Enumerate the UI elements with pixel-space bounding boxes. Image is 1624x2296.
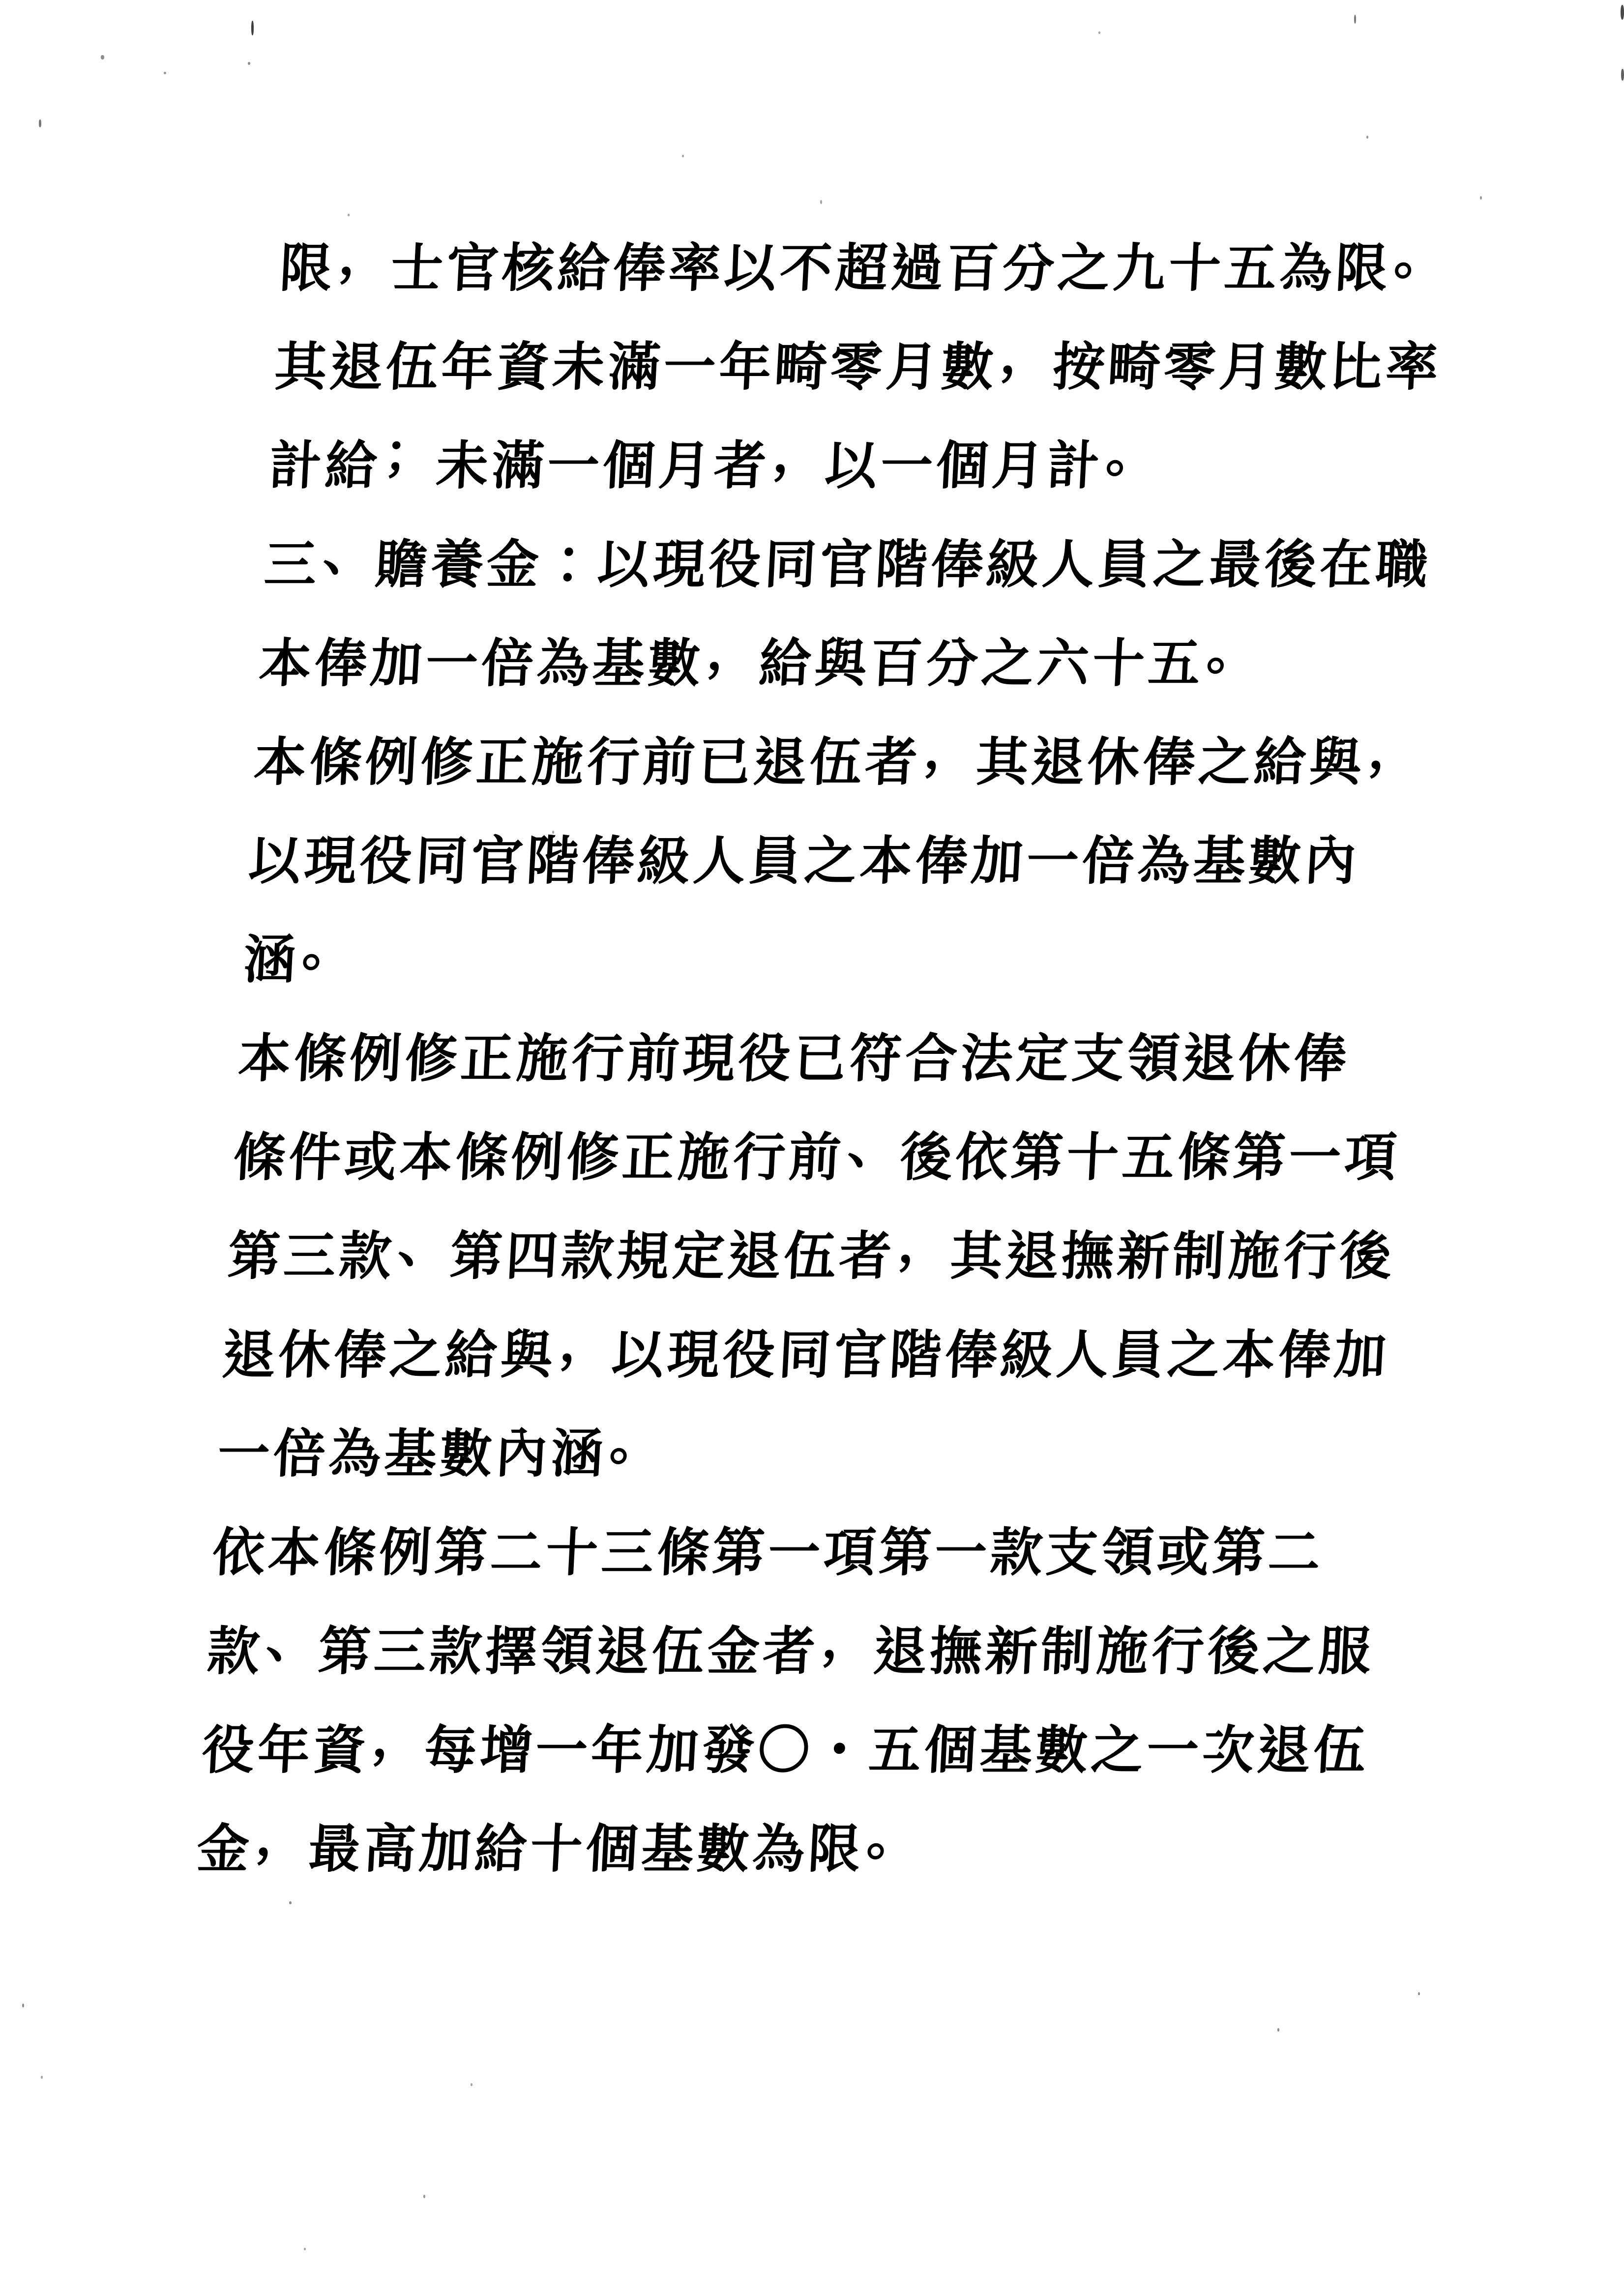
scan-speck (471, 2083, 472, 2086)
document-line: 第三款、第四款規定退伍者，其退撫新制施行後 (226, 1212, 1397, 1286)
scan-speck (289, 1901, 292, 1904)
scan-speck (1277, 2028, 1279, 2032)
scan-speck (248, 62, 250, 65)
document-line: 本俸加一倍為基數，給與百分之六十五。 (257, 619, 1265, 694)
document-line: 其退伍年資未滿一年畸零月數，按畸零月數比率 (273, 323, 1444, 397)
document-line: 本條例修正施行前現役已符合法定支領退休俸 (236, 1027, 1352, 1089)
scan-speck (1098, 31, 1100, 34)
scan-speck (1621, 5, 1624, 20)
scan-speck (22, 2004, 24, 2007)
document-line: 以現役同官階俸級人員之本俸加一倍為基數內 (247, 830, 1362, 891)
scan-speck (348, 214, 350, 216)
document-line: 一倍為基數內涵。 (216, 1410, 667, 1484)
scan-speck (423, 2195, 425, 2198)
scan-speck (682, 155, 684, 157)
scan-speck (164, 72, 166, 74)
document-line: 三、贍養金：以現役同官階俸級人員之最後在職 (263, 521, 1433, 595)
scan-speck (552, 831, 554, 834)
document-line: 條件或本條例修正施行前、後依第十五條第一項 (232, 1113, 1402, 1188)
scan-speck (39, 119, 41, 127)
scan-speck (1480, 196, 1482, 200)
scan-speck (1366, 136, 1368, 139)
document-line: 計給；未滿一個月者，以一個月計。 (267, 422, 1164, 496)
scan-speck (1621, 69, 1624, 81)
document-line: 本條例修正施行前已退伍者，其退休俸之給與， (252, 718, 1426, 792)
document-line: 役年資，每增一年加發〇・五個基數之一次退伍 (200, 1706, 1371, 1780)
scan-speck (820, 200, 822, 204)
scan-speck (101, 55, 104, 59)
scan-speck (1354, 15, 1356, 24)
document-line: 依本條例第二十三條第一項第一款支領或第二 (211, 1521, 1326, 1583)
document-line: 金，最高加給十個基數為限。 (195, 1805, 924, 1879)
document-line: 涵。 (242, 916, 360, 990)
text-block (194, 218, 1472, 1898)
document-line: 限，士官核給俸率以不超過百分之九十五為限。 (278, 224, 1452, 298)
scan-speck (251, 21, 254, 35)
document-line: 退休俸之給與，以現役同官階俸級人員之本俸加 (221, 1311, 1391, 1385)
scan-speck (41, 2076, 43, 2079)
scan-speck (304, 2248, 306, 2250)
scan-speck (1418, 1992, 1420, 1995)
document-line: 款、第三款擇領退伍金者，退撫新制施行後之服 (206, 1607, 1376, 1682)
